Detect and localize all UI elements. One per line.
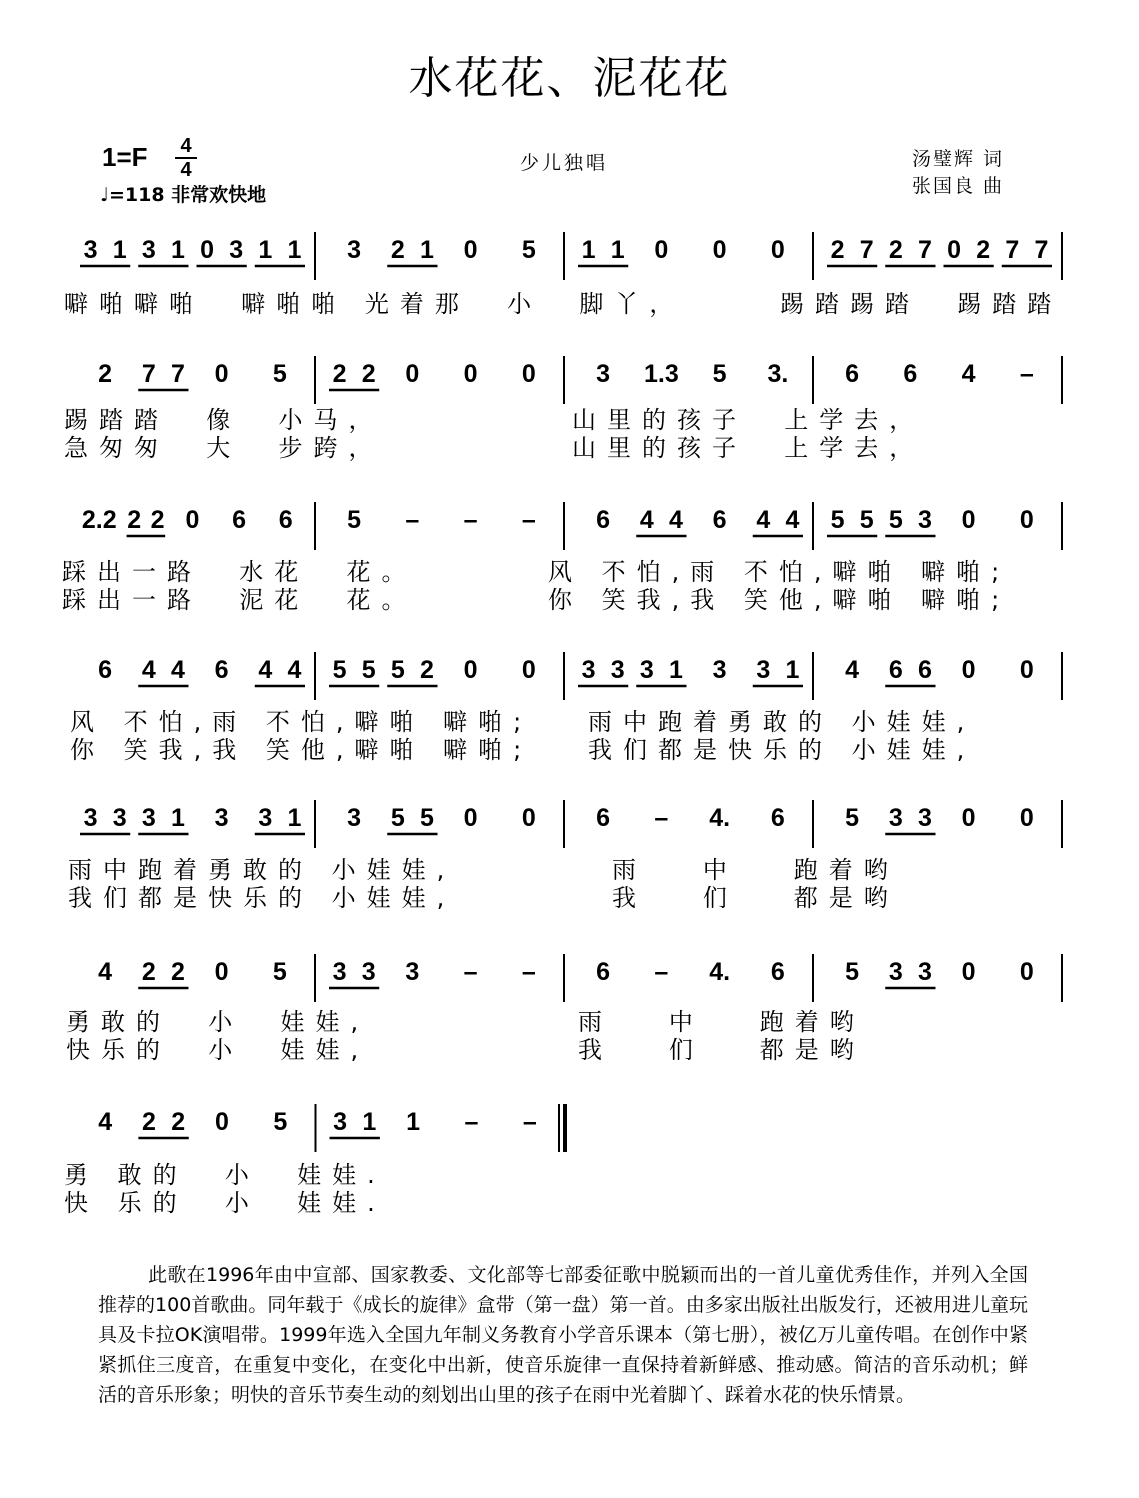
note: 2 (170, 958, 185, 986)
note: 4 (845, 656, 860, 684)
note: 0 (185, 506, 200, 534)
lyric-line-2a-v2: 急匆匆 大 步跨， (64, 434, 384, 462)
composer-credit: 张国良 曲 (912, 175, 1005, 197)
lyric-line-6a-v1: 勇敢的 小 娃娃, (66, 1008, 370, 1036)
note: 3 (917, 506, 932, 534)
note: 2 (171, 1108, 186, 1136)
lyric-line-4b-v1: 雨中跑着勇敢的 小娃娃, (588, 708, 976, 736)
note: 3 (917, 804, 932, 832)
note: 4. (709, 804, 731, 832)
note: 1 (287, 236, 302, 264)
note: 2.2 (81, 506, 117, 534)
note: 4 (668, 506, 683, 534)
note: 5 (830, 506, 845, 534)
note: 0 (463, 804, 478, 832)
note: 4. (709, 958, 731, 986)
note: 4 (287, 656, 302, 684)
note: 3 (596, 360, 611, 388)
note: 3 (756, 656, 771, 684)
note: 5 (390, 656, 405, 684)
note: 5 (888, 506, 903, 534)
note: 6 (845, 360, 860, 388)
note: – (464, 1108, 479, 1136)
note: 3 (712, 656, 727, 684)
note: 0 (961, 958, 976, 986)
lyric-line-4a-v2: 你 笑我,我 笑他,噼啪 噼啪; (70, 736, 533, 764)
note: – (522, 1108, 537, 1136)
note: 1 (785, 656, 800, 684)
note: 2 (127, 506, 142, 534)
note: 7 (1034, 236, 1049, 264)
note: 1 (112, 236, 127, 264)
note: 3 (888, 804, 903, 832)
note: 1 (362, 1108, 377, 1136)
note: 0 (1019, 506, 1034, 534)
note: 3 (639, 656, 654, 684)
note: 0 (521, 656, 536, 684)
note: 5 (272, 360, 287, 388)
lyric-line-3a-v2: 踩出一路 泥花 花。 (62, 586, 417, 614)
note: 3 (141, 804, 156, 832)
note: 5 (272, 958, 287, 986)
note: 2 (390, 236, 405, 264)
note: 0 (1019, 804, 1034, 832)
note: 4 (170, 656, 185, 684)
note: 2 (98, 360, 113, 388)
note: 6 (917, 656, 932, 684)
key-signature: 1=F (102, 142, 148, 172)
note: 0 (961, 804, 976, 832)
note: 3 (83, 804, 98, 832)
lyric-line-4b-v2: 我们都是快乐的 小娃娃, (588, 736, 976, 764)
note: 6 (770, 958, 785, 986)
note: 5 (859, 506, 874, 534)
note: 6 (98, 656, 113, 684)
note: 6 (770, 804, 785, 832)
note: 5 (347, 506, 362, 534)
note: – (521, 506, 536, 534)
note: 3. (767, 360, 789, 388)
note: 3 (361, 958, 376, 986)
note: 0 (654, 236, 669, 264)
note: 0 (214, 360, 229, 388)
lyric-line-4a-v1: 风 不怕,雨 不怕,噼啪 噼啪; (70, 708, 533, 736)
note: 3 (610, 656, 625, 684)
tempo-marking: ♩=118 非常欢快地 (100, 184, 267, 206)
lyricist-credit: 汤璧辉 词 (912, 148, 1005, 170)
note: 0 (961, 656, 976, 684)
note: 1 (419, 236, 434, 264)
note: 1.3 (643, 360, 679, 388)
lyric-line-2b-v2: 山里的孩子 上学去， (572, 434, 925, 462)
note: – (654, 958, 669, 986)
note: 5 (332, 656, 347, 684)
note: 6 (888, 656, 903, 684)
note: 5 (712, 360, 727, 388)
note: 4 (639, 506, 654, 534)
note: 0 (521, 804, 536, 832)
note: 1 (610, 236, 625, 264)
note: 0 (214, 958, 229, 986)
note: 3 (332, 958, 347, 986)
note: 3 (347, 236, 362, 264)
note: 6 (232, 506, 247, 534)
note: 0 (961, 506, 976, 534)
note: 6 (278, 506, 293, 534)
note: 5 (521, 236, 536, 264)
note: 0 (947, 236, 962, 264)
note: 3 (581, 656, 596, 684)
lyric-line-6b-v1: 雨 中 跑着哟 (578, 1008, 865, 1036)
note: 5 (419, 804, 434, 832)
note: 6 (903, 360, 918, 388)
note: 5 (390, 804, 405, 832)
lyric-line-7-v2: 快 乐的 小 娃娃. (64, 1189, 386, 1217)
lyric-line-1b: 踢踏踢踏 踢踏踏 (780, 290, 1063, 318)
lyric-line-5b-v1: 雨 中 跑着哟 (612, 856, 899, 884)
note: – (463, 958, 478, 986)
note: 0 (712, 236, 727, 264)
note: 4 (258, 656, 273, 684)
note: 1 (170, 236, 185, 264)
note: 1 (258, 236, 273, 264)
note: 3 (258, 804, 273, 832)
note: 3 (888, 958, 903, 986)
note: 2 (150, 506, 165, 534)
note: 3 (214, 804, 229, 832)
note: 5 (361, 656, 376, 684)
note: 3 (229, 236, 244, 264)
lyric-line-3b-v2: 你 笑我,我 笑他,噼啪 噼啪; (548, 586, 1011, 614)
note: 0 (463, 656, 478, 684)
note: 1 (170, 804, 185, 832)
note: 2 (830, 236, 845, 264)
note: 0 (1019, 656, 1034, 684)
song-title: 水花花、泥花花 (408, 53, 731, 104)
note: 2 (419, 656, 434, 684)
note: 0 (521, 360, 536, 388)
note: 4 (961, 360, 976, 388)
note: – (521, 958, 536, 986)
lyric-line-2a-v1: 踢踏踏 像 小马， (64, 406, 384, 434)
lyric-line-1a: 噼啪噼啪 噼啪啪 光着那 小 脚丫， (64, 290, 685, 318)
note: 2 (361, 360, 376, 388)
note: 6 (214, 656, 229, 684)
note: 3 (333, 1108, 348, 1136)
note: 2 (888, 236, 903, 264)
note: 5 (845, 804, 860, 832)
note: 0 (200, 236, 215, 264)
note: 1 (668, 656, 683, 684)
time-signature-bottom: 4 (180, 159, 192, 181)
note: 7 (917, 236, 932, 264)
performance-type: 少儿独唱 (520, 152, 609, 174)
lyric-line-3b-v1: 风 不怕,雨 不怕,噼啪 噼啪; (548, 558, 1011, 586)
note: 7 (170, 360, 185, 388)
note: 3 (83, 236, 98, 264)
note: 0 (1019, 958, 1034, 986)
note: 6 (596, 958, 611, 986)
lyric-line-2b-v1: 山里的孩子 上学去， (572, 406, 925, 434)
note: 2 (141, 958, 156, 986)
note: 5 (845, 958, 860, 986)
note: 0 (214, 1108, 229, 1136)
note: 0 (405, 360, 420, 388)
note: 2 (976, 236, 991, 264)
note: 6 (712, 506, 727, 534)
lyric-line-5a-v2: 我们都是快乐的 小娃娃, (68, 884, 456, 912)
note: 1 (287, 804, 302, 832)
note: 3 (112, 804, 127, 832)
note: 4 (141, 656, 156, 684)
note: 6 (596, 506, 611, 534)
lyric-line-5b-v2: 我 们 都是哟 (612, 884, 899, 912)
note: 7 (859, 236, 874, 264)
note: 7 (141, 360, 156, 388)
note: 4 (785, 506, 800, 534)
note: 4 (98, 1108, 113, 1136)
note: 2 (332, 360, 347, 388)
note: 6 (596, 804, 611, 832)
note: 4 (98, 958, 113, 986)
note: 2 (142, 1108, 156, 1136)
note: 1 (581, 236, 596, 264)
lyric-line-7-v1: 勇 敢的 小 娃娃. (64, 1161, 386, 1189)
lyric-line-6b-v2: 我 们 都是哟 (578, 1036, 865, 1064)
note: 5 (273, 1108, 288, 1136)
lyric-line-3a-v1: 踩出一路 水花 花。 (62, 558, 417, 586)
note: 3 (405, 958, 420, 986)
time-signature-top: 4 (180, 135, 192, 157)
note: – (1019, 360, 1034, 388)
note: 7 (1005, 236, 1020, 264)
lyric-line-6a-v2: 快乐的 小 娃娃, (66, 1036, 370, 1064)
song-description: 此歌在1996年由中宣部、国家教委、文化部等七部委征歌中脱颖而出的一首儿童优秀佳作，并列入全国推荐的100首歌曲。同年载于《成长的旋律》盒带（第一盘）第一首。由多家出版社出版发行，还被用进儿童玩具及卡拉OK演唱带。1999年选入全国九年制义务教育小学音乐课本（第七册），被亿万儿童传唱。在创作中紧紧抓住三度音，在重复中变化，在变化中出新，使音乐旋律一直保持着新鲜感、推动感。简洁的音乐动机；鲜活的音乐形象；明快的音乐节奏生动的刻划出山里的孩子在雨中光着脚丫、踩着水花的快乐情景。 (98, 1264, 1028, 1406)
note: 0 (463, 360, 478, 388)
lyric-line-5a-v1: 雨中跑着勇敢的 小娃娃, (68, 856, 456, 884)
note: 1 (406, 1108, 421, 1136)
note: – (463, 506, 478, 534)
note: – (405, 506, 420, 534)
note: 4 (756, 506, 771, 534)
note: 3 (347, 804, 362, 832)
note: 0 (770, 236, 785, 264)
note: 3 (917, 958, 932, 986)
note: – (654, 804, 669, 832)
note: 3 (141, 236, 156, 264)
note: 0 (463, 236, 478, 264)
